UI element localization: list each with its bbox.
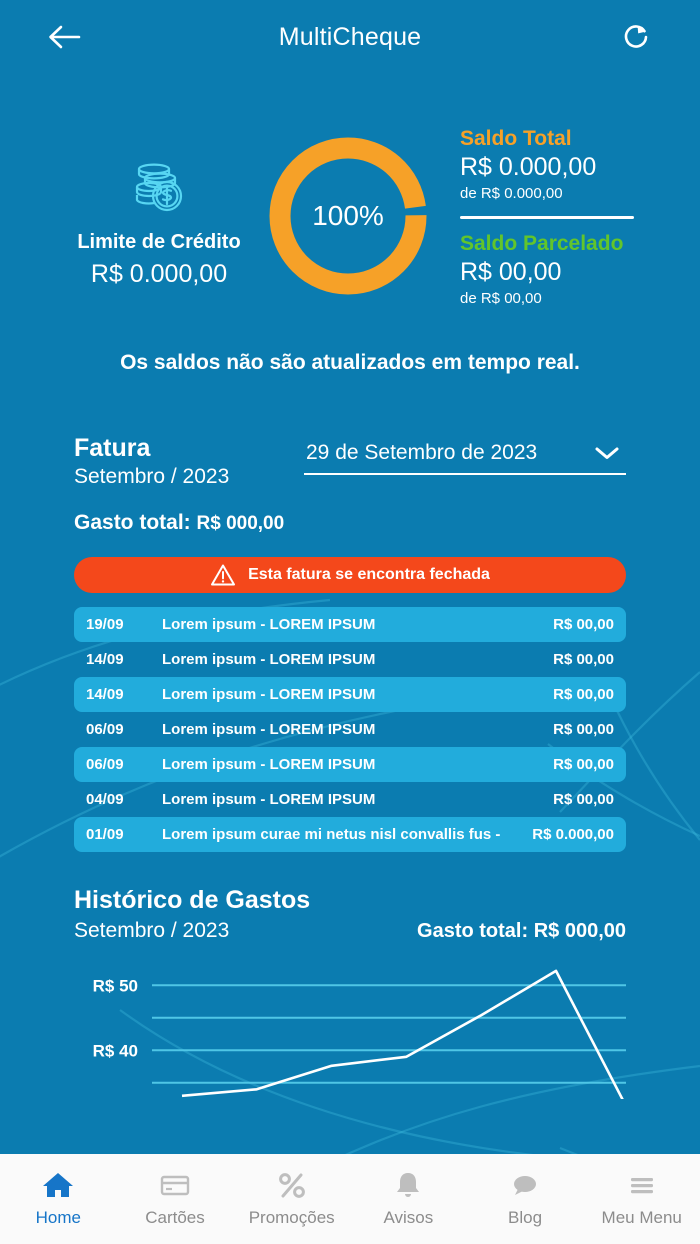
fatura-gasto-value: R$ 000,00 <box>196 513 285 535</box>
fatura-alert-text: Esta fatura se encontra fechada <box>248 566 490 584</box>
balance-disclaimer: Os saldos não são atualizados em tempo real. <box>120 350 580 374</box>
transaction-amount: R$ 00,00 <box>553 616 614 634</box>
credit-limit-value: R$ 0.000,00 <box>90 260 228 289</box>
credit-limit-label: Limite de Crédito <box>77 231 241 254</box>
transaction-row[interactable] <box>74 607 626 642</box>
app-header <box>0 0 700 74</box>
page-title: MultiCheque <box>278 22 422 51</box>
nav-item-blog[interactable] <box>467 1170 584 1228</box>
transaction-description: Lorem ipsum - LOREM IPSUM <box>162 686 376 704</box>
nav-icon-wrapper <box>42 1170 74 1200</box>
transaction-amount: R$ 00,00 <box>553 756 614 774</box>
transaction-description: Lorem ipsum - LOREM IPSUM <box>162 721 376 739</box>
nav-item-label: Blog <box>508 1208 543 1227</box>
back-button[interactable] <box>44 17 84 57</box>
nav-item-label: Meu Menu <box>601 1208 682 1227</box>
donut-percent-label: 100% <box>312 200 384 232</box>
history-period: Setembro / 2023 <box>74 919 230 943</box>
saldo-total-sub: de R$ 0.000,00 <box>460 184 563 202</box>
history-gasto-total <box>417 920 626 943</box>
coins-icon <box>66 161 252 217</box>
hamburger-menu-icon <box>626 1170 658 1200</box>
transaction-description: Lorem ipsum - LOREM IPSUM <box>162 791 376 809</box>
saldo-divider <box>460 216 634 219</box>
nav-icon-wrapper <box>392 1170 424 1200</box>
nav-item-label: Avisos <box>383 1208 434 1227</box>
fatura-section <box>0 435 700 535</box>
nav-item-meu-menu[interactable] <box>583 1170 700 1228</box>
history-title: Histórico de Gastos <box>74 886 311 915</box>
saldo-parcelado-label: Saldo Parcelado <box>460 231 624 255</box>
credit-limit-block <box>66 143 252 289</box>
transaction-date: 19/09 <box>86 616 124 634</box>
chart-y-tick-label: R$ 40 <box>92 1041 138 1061</box>
fatura-date-underline <box>304 473 626 475</box>
history-gasto-value: R$ 000,00 <box>533 920 626 943</box>
nav-item-avisos[interactable] <box>350 1170 467 1228</box>
saldo-parcelado-value: R$ 00,00 <box>460 258 562 287</box>
chevron-down-icon <box>594 445 620 461</box>
nav-icon-wrapper <box>159 1170 191 1200</box>
bell-icon <box>392 1170 424 1200</box>
nav-icon-wrapper <box>509 1170 541 1200</box>
transaction-amount: R$ 00,00 <box>553 651 614 669</box>
nav-item-label: Cartões <box>145 1208 205 1227</box>
fatura-heading <box>74 435 304 489</box>
fatura-closed-alert <box>74 557 626 593</box>
nav-icon-wrapper <box>626 1170 658 1200</box>
saldo-total-label: Saldo Total <box>460 127 572 150</box>
transaction-date: 06/09 <box>86 756 124 774</box>
balance-summary <box>0 74 700 307</box>
credit-card-icon <box>159 1170 191 1200</box>
transaction-row[interactable] <box>74 642 626 677</box>
transaction-row[interactable] <box>74 747 626 782</box>
transaction-amount: R$ 00,00 <box>553 791 614 809</box>
history-gasto-label: Gasto total: <box>417 920 529 943</box>
nav-icon-wrapper <box>276 1170 308 1200</box>
percent-icon <box>276 1170 308 1200</box>
transaction-row[interactable] <box>74 817 626 852</box>
history-section <box>74 886 626 1099</box>
fatura-title: Fatura <box>74 433 151 462</box>
nav-item-home[interactable] <box>0 1170 117 1228</box>
arrow-left-icon <box>47 23 81 51</box>
refresh-icon <box>621 22 651 52</box>
transaction-list <box>74 607 626 852</box>
refresh-button[interactable] <box>616 17 656 57</box>
fatura-date-dropdown[interactable] <box>304 435 626 475</box>
transaction-amount: R$ 00,00 <box>553 721 614 739</box>
nav-item-label: Promoções <box>248 1208 335 1227</box>
bottom-navigation <box>0 1154 700 1244</box>
chart-line-series <box>182 971 626 1099</box>
transaction-row[interactable] <box>74 712 626 747</box>
nav-item-cartões[interactable] <box>117 1170 234 1228</box>
transaction-description: Lorem ipsum curae mi netus nisl convallis fus - <box>162 826 501 844</box>
transaction-description: Lorem ipsum - LOREM IPSUM <box>162 651 376 669</box>
transaction-row[interactable] <box>74 677 626 712</box>
transaction-amount: R$ 0.000,00 <box>532 826 614 844</box>
fatura-date-value: 29 de Setembro de 2023 <box>306 440 538 464</box>
history-line-chart <box>74 969 626 1099</box>
fatura-gasto-total <box>74 511 626 535</box>
transaction-date: 14/09 <box>86 651 124 669</box>
transaction-row[interactable] <box>74 782 626 817</box>
line-chart-svg <box>74 969 626 1099</box>
saldo-total-value: R$ 0.000,00 <box>460 153 597 182</box>
nav-item-label: Home <box>35 1208 82 1227</box>
warning-triangle-icon <box>210 563 236 587</box>
transaction-date: 01/09 <box>86 826 124 844</box>
fatura-gasto-label: Gasto total: <box>74 511 191 535</box>
nav-item-promoções[interactable] <box>233 1170 350 1228</box>
balance-donut-chart <box>262 130 434 302</box>
transaction-date: 06/09 <box>86 721 124 739</box>
saldo-block <box>444 126 634 307</box>
home-icon <box>42 1170 74 1200</box>
chat-bubble-icon <box>509 1170 541 1200</box>
saldo-parcelado-sub: de R$ 00,00 <box>460 289 542 307</box>
chart-y-tick-label: R$ 50 <box>92 976 138 996</box>
transaction-description: Lorem ipsum - LOREM IPSUM <box>162 616 376 634</box>
transaction-date: 04/09 <box>86 791 124 809</box>
fatura-period: Setembro / 2023 <box>74 465 230 489</box>
transaction-description: Lorem ipsum - LOREM IPSUM <box>162 756 376 774</box>
transaction-amount: R$ 00,00 <box>553 686 614 704</box>
transaction-date: 14/09 <box>86 686 124 704</box>
